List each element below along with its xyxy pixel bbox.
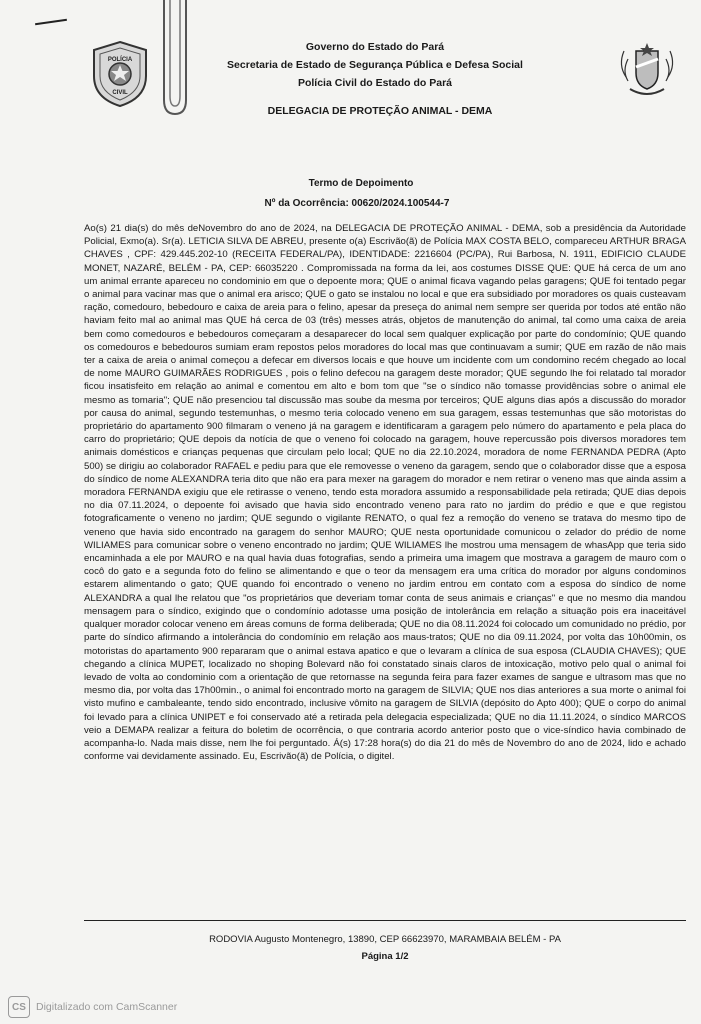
testimony-body: Ao(s) 21 dia(s) do mês deNovembro do ano de 2024, na DELEGACIA DE PROTEÇÃO ANIMAL - DEMA, sob a presidência da Autoridade Policial, Exmo(a). Sr(a). LETICIA SILVA DE ABREU, presente o(a) Escrivão(ã) de Polícia MAX COSTA BELO, compareceu ARTHUR BRAGA CHAVES , CPF: 429.445.202-10 (RECEITA FEDERAL/PA), IDENTIDADE: 2216604 (PC/PA), Rui Barbosa, N. 1911, EDIFICIO CLAUDE MONET, NAZARÉ, BELÉM - PA, CEP: 66035220 . Compromissada na forma da lei, aos costumes DISSE QUE: QUE há cerca de um ano um animal errante apareceu no condominio em que o depoente mora; QUE o animal ficava vagando pelas garagens; QUE foi tentado pegar o animal para vacinar mas que o animal era arisco; QUE o gato se instalou no local e que era subsidiado por moradores os quais custeavam ração, comedouro, bebedouro e caixa de areia para o felino, apesar da preseça do animal nem sempre ser querida por todos até então não haviam feito mal ao animal mas QUE há cerca de 03 (três) messes atrás, objetos de manutenção do animal, tal como uma caixa de areia bem como comedouros e bebedouros começaram a desaparecer do local sem qualquer explicação por parte do condomínio; QUE quando os comedouros e bebedouros sumiam eram repostos pelos moradores do local mas que continuavam a sumir; QUE em razão de não mais ter a caixa de areia o animal começou a defecar em diversos locais e que houve um incidente com um condomino recém chegado ao local de nome MAURO GUIMARÃES RODRIGUES , pois o felino defecou na garagem deste morador; QUE segundo lhe foi relatado tal morador ficou insatisfeito em relação ao animal e comentou em alto e bom tom que "se o síndico não tomasse providências sobre o animal ele mesmo as tomaria"; QUE não presenciou tal discussão mas soube da mesma por terceiros; QUE alguns dias após a discussão do morador por causa do animal, segundo testemunhas, o mesmo teria colocado veneno em sua garagem, essas testemunhas que são motoristas do proprietário do apartamento 900 filmaram o veneno já na garagem e identificaram a garagem pelo número do apartamento e pela placa do carro do proprietário; QUE depois da notícia de que o veneno foi colocado na garagem, houve repercussão pois diversos moradores tem animais domésticos e crianças pequenas que circulam pelo local; QUE no dia 22.10.2024, moradora de nome FERNANDA PEDRA (Apto 500) se dirigiu ao colaborador RAFAEL e pediu para que ele removesse o veneno da garagem, sendo que o colaborador disse que a esposa do síndico de nome ALEXANDRA teria dito que não era para mexer na garagem do morador e nem retirar o veneno mas que ainda assim a moradora FERNANDA exigiu que ele retirasse o veneno, tendo esta moradora assumido a responsabilidade pela retirada; QUE dias depois no dia 07.11.2024, o depoente foi avisado que havia sido encontrado veneno para rato no jardim do prédio e que e que registou fotograficamente o veneno no jardim; QUE segundo o vigilante RENATO, o qual fez a remoção do veneno se tratava do mesmo tipo de veneno que havia sido encontrado na garagem do senhor MAURO; QUE nesta oportunidade comunicou o zelador do prédio de nome WILIAMES para comunicar sobre o veneno encontrado no jardim; QUE WILIAMES lhe mostrou uma mensagem de whasApp que teria sido encaminhada a ele por MAURO e na qual havia duas fotografias, sendo a primeira uma imagem que mostrava a garagem de mauro com o cocô do gato e a segunda foto do felino se alimentando e que o teor da mensagem era uma crítica do morador por alguns condominos estarem alimentando o gato; QUE quando foi encontrado o veneno no jardim entrou em contato com a esposa do síndico de nome ALEXANDRA a qual lhe relatou que "os proprietários que deveriam tomar conta de seus animais e crianças" e que no mesmo dia mandou mensagem para o síndico, exigindo que o condomínio adotasse uma posição de intolerância em relação a situação pois era inaceitável qualquer morador colocar veneno em áreas comuns de forma deliberada; QUE no dia 08.11.2024 foi colocado um comunidado no prédio, por parte do síndico afirmando a intolerância do condomínio em relação aos maus-tratos; QUE no dia 09.11.2024, por volta das 10h00min, os motoristas do apartamento 900 repararam que o animal estava apatico e que o levaram a clínica de sua esposa (CLAUDIA CHAVES); QUE chegando a clínica MUPET, localizado no shoping Bolevard não foi constatado sinais claros de intoxicação, motivo pelo qual o animal foi levado de volta ao condominio com a orientação de que retornasse na segunda feira para fazer exames de sangue e ultrasom mas que no mesmo dia, por volta das 17h00min., o animal foi encontrado morto na garagem de SILVIA; QUE nos dias anteriores a sua morte o animal foi visto mufino e cambaleante, tendo sido encontrado, inclusive vômito na garagem de SILVIA (depósito do Apto 400); QUE o corpo do animal foi levado para a clínica UNIPET e foi conservado até a retirada pela delegacia especializada; QUE no dia 11.11.2024, o síndico MARCOS veio a DEMAPA realizar a feitura do boletim de ocorrência, o que contraria acordo anterior posto que o vice-síndico havia combinado de acompanha-lo. Nada mais disse, nem lhe foi perguntado. Á(s) 17:28 hora(s) do dia 21 do mês de Novembro do ano de 2024, lido e achado conforme vai devidamente assinado. Eu, Escrivão(ã) de Polícia, o digitel. (84, 223, 686, 763)
header-line-police: Polícia Civil do Estado do Pará (297, 77, 453, 89)
scanner-watermark (8, 996, 177, 1018)
watermark-text: Digitalizado com CamScanner (36, 1001, 178, 1013)
police-badge-icon (88, 40, 152, 108)
pen-mark (35, 19, 67, 25)
department-title: DELEGACIA DE PROTEÇÃO ANIMAL - DEMA (267, 105, 493, 117)
page-number: Página 1/2 (361, 951, 409, 962)
document-title: Termo de Depoimento (308, 178, 414, 189)
header-line-secretariat: Secretaria de Estado de Segurança Pública e Defesa Social (227, 59, 523, 71)
paper-clip-icon (158, 0, 192, 118)
header-line-government: Governo do Estado do Pará (305, 41, 445, 53)
footer-divider (84, 920, 686, 921)
svg-text:CIVIL: CIVIL (112, 90, 128, 96)
occurrence-number: Nº da Ocorrência: 00620/2024.100544-7 (264, 198, 450, 209)
camscanner-logo-icon: CS (8, 996, 30, 1018)
svg-text:POLÍCIA: POLÍCIA (107, 57, 133, 63)
footer-address: RODOVIA Augusto Montenegro, 13890, CEP 66623970, MARAMBAIA BELÉM - PA (209, 934, 561, 945)
government-header (200, 38, 550, 92)
state-coat-of-arms-icon (614, 37, 680, 103)
